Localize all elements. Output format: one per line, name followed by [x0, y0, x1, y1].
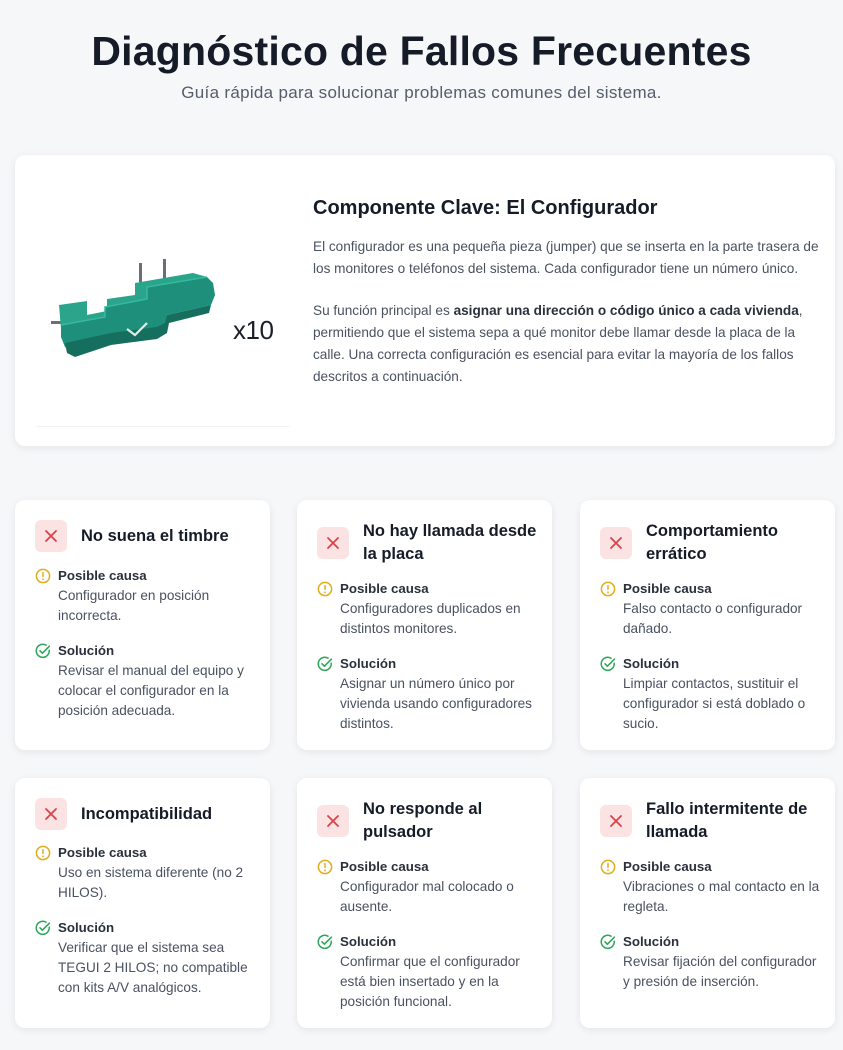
error-x-icon [35, 798, 67, 830]
fault-card [580, 500, 835, 750]
cause-label: Posible causa [340, 581, 429, 596]
fault-card [580, 778, 835, 1028]
error-x-icon [317, 527, 349, 559]
solution-item [35, 641, 260, 721]
configurator-image [37, 183, 289, 427]
cause-text: Vibraciones o mal contacto en la regleta. [623, 879, 820, 914]
quantity-label: x10 [233, 315, 274, 345]
page-subtitle: Guía rápida para solucionar problemas comunes del sistema. [181, 83, 662, 102]
cause-text: Uso en sistema diferente (no 2 HILOS). [58, 865, 244, 900]
solution-label: Solución [58, 920, 115, 935]
fault-card [15, 778, 270, 1028]
warning-circle-icon [35, 845, 51, 861]
cause-text: Configuradores duplicados en distintos monitores. [340, 601, 521, 636]
fault-card-header [35, 520, 258, 552]
fault-card-header [600, 797, 823, 845]
warning-circle-icon [600, 859, 616, 875]
fault-card-body [317, 579, 542, 734]
fault-card-body [600, 857, 825, 992]
fault-card-title: No responde al pulsador [363, 800, 483, 841]
solution-label: Solución [58, 643, 115, 658]
error-x-icon [600, 805, 632, 837]
cause-label: Posible causa [58, 568, 147, 583]
fault-card-header [317, 519, 540, 567]
cause-label: Posible causa [340, 859, 429, 874]
solution-text: Verificar que el sistema sea TEGUI 2 HILOS; no compatible con kits A/V analógicos. [58, 940, 248, 995]
fault-card-header [35, 798, 258, 830]
solution-item [35, 918, 260, 998]
solution-item [600, 654, 825, 734]
cause-text: Configurador en posición incorrecta. [58, 588, 210, 623]
check-circle-icon [35, 643, 51, 659]
solution-item [600, 932, 825, 992]
fault-card [297, 778, 552, 1028]
cause-label: Posible causa [58, 845, 147, 860]
fault-card-title: No hay llamada desde la placa [363, 522, 537, 563]
error-x-icon [35, 520, 67, 552]
jumper-component-icon [47, 243, 222, 378]
cause-item [600, 579, 825, 639]
check-circle-icon [317, 656, 333, 672]
cause-text: Configurador mal colocado o ausente. [340, 879, 514, 914]
solution-label: Solución [623, 656, 680, 671]
cause-item [317, 579, 542, 639]
intro-text [313, 197, 823, 387]
intro-paragraph-2 [313, 300, 823, 387]
solution-text: Confirmar que el configurador está bien insertado y en la posición funcional. [340, 954, 520, 1009]
intro-paragraph-2-emphasis: asignar una dirección o código único a cada vivienda [453, 303, 799, 319]
error-x-icon [317, 805, 349, 837]
fault-card-title: Comportamiento errático [646, 522, 778, 563]
cause-item [317, 857, 542, 917]
warning-circle-icon [317, 859, 333, 875]
fault-card [15, 500, 270, 750]
page-title: Diagnóstico de Fallos Frecuentes [91, 28, 752, 74]
fault-card [297, 500, 552, 750]
solution-item [317, 932, 542, 1012]
fault-card-title: Incompatibilidad [81, 804, 213, 823]
intro-card [15, 155, 835, 446]
fault-card-header [600, 519, 823, 567]
intro-title: Componente Clave: El Configurador [313, 197, 658, 219]
check-circle-icon [35, 920, 51, 936]
cause-item [35, 843, 260, 903]
fault-card-title: No suena el timbre [81, 526, 229, 545]
intro-paragraph-1: El configurador es una pequeña pieza (jumper) que se inserta en la parte trasera de los monitores o teléfonos del sistema. Cada configurador tiene un número único. [313, 239, 819, 276]
solution-text: Limpiar contactos, sustituir el configurador si está doblado o sucio. [623, 676, 806, 731]
cause-label: Posible causa [623, 581, 712, 596]
fault-card-body [35, 566, 260, 721]
fault-card-body [317, 857, 542, 1012]
warning-circle-icon [600, 581, 616, 597]
solution-label: Solución [623, 934, 680, 949]
error-x-icon [600, 527, 632, 559]
check-circle-icon [600, 656, 616, 672]
page-header [0, 28, 843, 103]
cause-label: Posible causa [623, 859, 712, 874]
solution-text: Revisar el manual del equipo y colocar el configurador en la posición adecuada. [58, 663, 244, 718]
cause-item [35, 566, 260, 626]
intro-paragraph-2-end: , permitiendo que el sistema sepa a qué monitor debe llamar desde la placa de la calle. Una correcta configuración es esencial para evitar la mayoría de los fallos descritos a continuación. [313, 303, 803, 384]
cause-item [600, 857, 825, 917]
fault-card-body [35, 843, 260, 998]
solution-item [317, 654, 542, 734]
check-circle-icon [317, 934, 333, 950]
check-circle-icon [600, 934, 616, 950]
fault-card-body [600, 579, 825, 734]
cause-text: Falso contacto o configurador dañado. [623, 601, 803, 636]
intro-paragraph-2-start: Su función principal es [313, 303, 454, 319]
warning-circle-icon [35, 568, 51, 584]
solution-label: Solución [340, 934, 397, 949]
fault-card-title: Fallo intermitente de llamada [646, 800, 808, 841]
warning-circle-icon [317, 581, 333, 597]
solution-text: Asignar un número único por vivienda usando configuradores distintos. [340, 676, 532, 731]
fault-card-header [317, 797, 540, 845]
solution-label: Solución [340, 656, 397, 671]
solution-text: Revisar fijación del configurador y presión de inserción. [623, 954, 817, 989]
